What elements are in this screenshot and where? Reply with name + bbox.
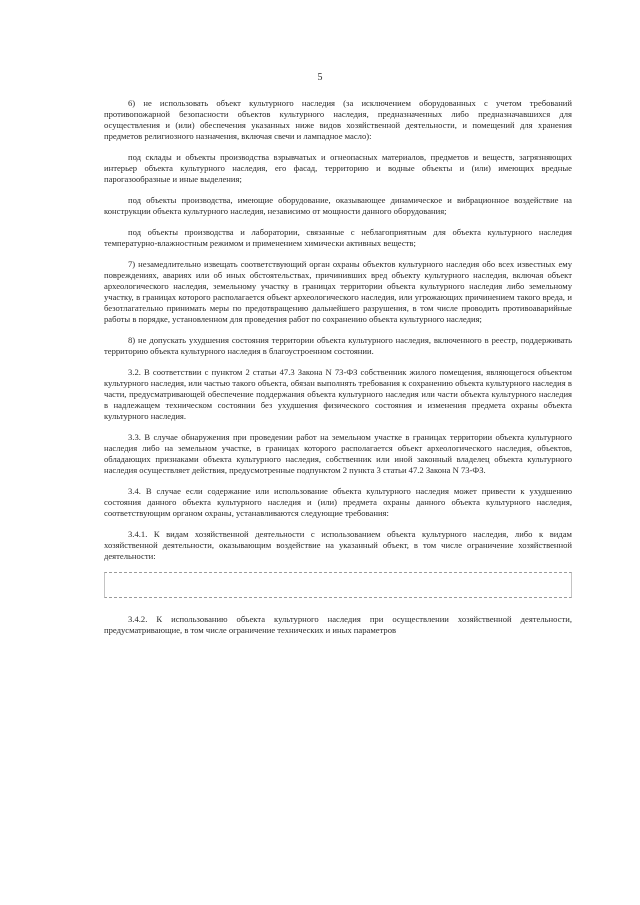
paragraph-warehouses: под склады и объекты производства взрывчатых и огнеопасных материалов, предметов и веществ, загрязняющих интерьер объекта культурного наследия, его фасад, территорию и водные объекты и (или) имеющих вредные парогазообразные и иные выделения; (104, 152, 572, 184)
paragraph-3-4-1: 3.4.1. К видам хозяйственной деятельности с использованием объекта культурного наследия, либо к видам хозяйственной деятельности, оказывающим воздействие на указанный объект, в том числе ограничение хозяйственной деятельности: (104, 529, 572, 561)
blank-entry-box (104, 572, 572, 598)
page-number: 5 (317, 72, 323, 83)
paragraph-3-2: 3.2. В соответствии с пунктом 2 статьи 47.3 Закона N 73-ФЗ собственник жилого помещения, являющегося объектом культурного наследия, или частью такого объекта, обязан выполнять требования к сохранению объекта культурного наследия в части, предусматривающей обеспечение поддержания объекта культурного наследия или части объекта культурного наследия в надлежащем техническом состоянии без ухудшения физического состояния и изменения предмета охраны объекта культурного наследия. (104, 367, 572, 421)
paragraph-3-4: 3.4. В случае если содержание или использование объекта культурного наследия может привести к ухудшению состояния данного объекта культурного наследия и (или) предмета охраны данного объекта культурного наследия, соответствующим органом охраны, устанавливаются следующие требования: (104, 486, 572, 518)
paragraph-3-4-2: 3.4.2. К использованию объекта культурного наследия при осуществлении хозяйственной деятельности, предусматривающие, в том числе ограничение технических и иных параметров (104, 614, 572, 635)
document-body (104, 98, 572, 646)
paragraph-production-vibration: под объекты производства, имеющие оборудование, оказывающее динамическое и вибрационное воздействие на конструкции объекта культурного наследия, независимо от мощности данного оборудования; (104, 195, 572, 216)
paragraph-7-notify: 7) незамедлительно извещать соответствующий орган охраны объектов культурного наследия обо всех известных ему повреждениях, авариях или об иных обстоятельствах, причинивших вред объекту культурного наследия, включая объект археологического наследия, земельному участку в границах территории объекта культурного наследия либо земельному участку, в границах которого располагается объект археологического наследия, или угрожающих причинением такого вреда, и безотлагательно принимать меры по предотвращению дальнейшего разрушения, в том числе проводить противоаварийные работы в порядке, установленном для проведения работ по сохранению объекта культурного наследия; (104, 259, 572, 324)
paragraph-3-3: 3.3. В случае обнаружения при проведении работ на земельном участке в границах территории объекта культурного наследия либо на земельном участке, в границах которого располагается объект археологического наследия, объектов, обладающих признаками объекта культурного наследия, собственник или иной законный владелец объекта культурного наследия осуществляет действия, предусмотренные подпунктом 2 пункта 3 статьи 47.2 Закона N 73-ФЗ. (104, 432, 572, 475)
paragraph-laboratories: под объекты производства и лаборатории, связанные с неблагоприятным для объекта культурного наследия температурно-влажностным режимом и применением химически активных веществ; (104, 227, 572, 248)
paragraph-8-territory: 8) не допускать ухудшения состояния территории объекта культурного наследия, включенного в реестр, поддерживать территорию объекта культурного наследия в благоустроенном состоянии. (104, 335, 572, 356)
paragraph-6-restrictions: 6) не использовать объект культурного наследия (за исключением оборудованных с учетом требований противопожарной безопасности объектов культурного наследия, предназначенных либо предназначавшихся для осуществления и (или) обеспечения указанных ниже видов хозяйственной деятельности, и помещений для хранения предметов религиозного назначения, включая свечи и лампадное масло): (104, 98, 572, 141)
